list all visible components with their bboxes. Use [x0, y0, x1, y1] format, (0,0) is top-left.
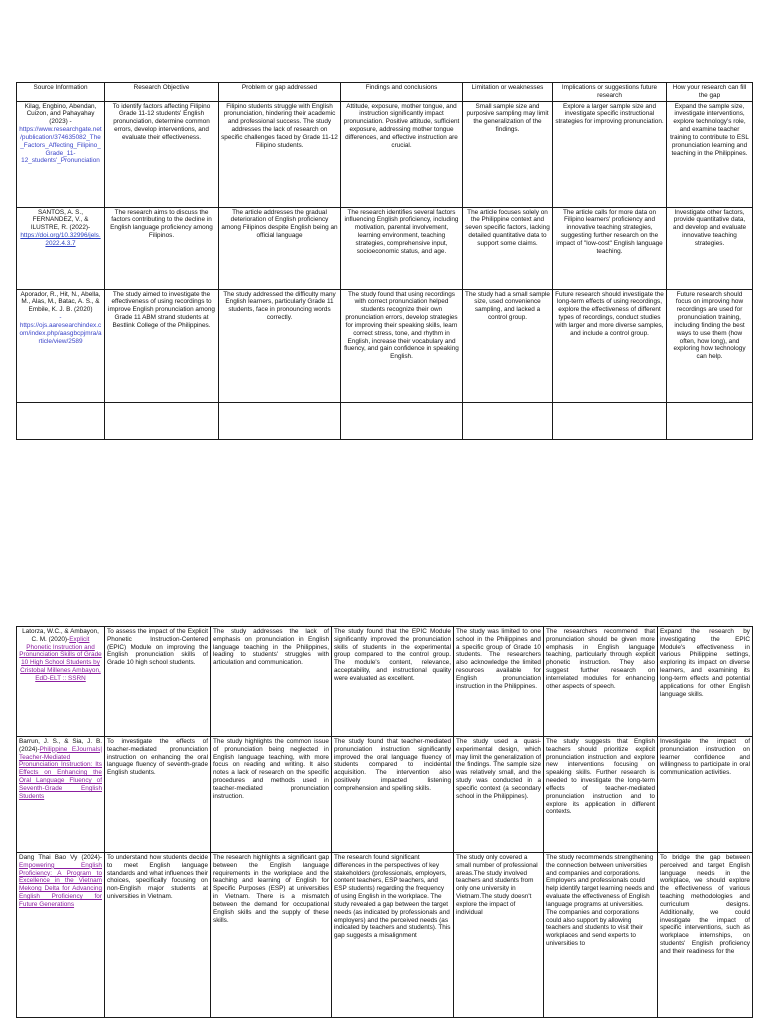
source-link[interactable]: https://www.researchgate.net/publication/374635082_The_Factors_Affecting_Filipino_Grade_11-12_students'_Pronunciation [19, 126, 102, 165]
source-cell [17, 289, 105, 402]
findings-cell: The study found that the EPIC Module significantly improved the pronunciation skills of students in the experimental group compared to the control group. The module's content, relevance, acceptability, and instructional quality were evaluated as excellent. [332, 627, 454, 737]
table-row [17, 101, 753, 207]
header-fill-gap: How your research can fill the gap [667, 83, 753, 102]
source-citation: SANTOS, A. S., FERNANDEZ, V., & ILUSTRE, R. (2022)- [30, 208, 91, 232]
header-limitation: Limitation or weaknesses [463, 83, 553, 102]
implications-cell: Explore a larger sample size and investigate specific instructional strategies for improving pronunciation. [553, 101, 667, 207]
source-citation: Kilag, Engbino, Abendan, Cuizon, and Pahayahay (2023) - [24, 102, 97, 126]
empty-cell [105, 402, 219, 439]
findings-cell: The research identifies several factors influencing English proficiency, including motivation, parental involvement, learning environment, teaching strategies, comprehensive input, socioeconomic status, and age. [341, 207, 463, 289]
limitation-cell: The article focuses solely on the Philippine context and seven specific factors, lacking detailed quantitative data to support some claims. [463, 207, 553, 289]
empty-cell [341, 402, 463, 439]
objective-cell: To assess the impact of the Explicit Phonetic Instruction-Centered (EPIC) Module on improving the English pronunciation skills of Grade 10 high school students. [105, 627, 211, 737]
fill-gap-cell: To bridge the gap between perceived and target English language needs in the workplace, we should explore the effectiveness of various teaching methodologies and curriculum designs. Additionally, we could investigate the impact of specific interventions, such as workplace internships, on students' English proficiency and their readiness for the [658, 853, 753, 1018]
source-link[interactable]: Empowering English Proficiency: A Program to Excellence in the Vietnam Mekong Delta for Advancing English Proficiency for Future Generations [19, 861, 102, 908]
objective-cell: To understand how students decide to meet English language standards and what influences their choices, specifically focusing on non-English major students at universities in Vietnam. [105, 853, 211, 1018]
limitation-cell: The study only covered a small number of professional areas.The study involved teachers and students from only one university in Vietnam.The study doesn't explore the impact of individual [454, 853, 544, 1018]
table-row [17, 853, 753, 1018]
objective-cell: The study aimed to investigate the effectiveness of using recordings to improve English pronunciation among Grade 11 ABM strand students at Bestlink College of the Philippines. [105, 289, 219, 402]
empty-cell [219, 402, 341, 439]
header-source: Source Information [17, 83, 105, 102]
findings-cell: The study found that using recordings with correct pronunciation helped students recognize their own pronunciation errors, develop strategies for improving their speaking skills, learn correct stress, tone, and rhythm in English, increase their vocabulary and fluency, and gain confidence in speaking English. [341, 289, 463, 402]
problem-cell: The study addressed the difficulty many English learners, particularly Grade 11 students, face in pronouncing words correctly. [219, 289, 341, 402]
objective-cell: The research aims to discuss the factors contributing to the decline in English language proficiency among Filipinos. [105, 207, 219, 289]
implications-cell: The article calls for more data on Filipino learners' proficiency and innovative teaching strategies, suggesting further research on the impact of "low-cost" English language teaching. [553, 207, 667, 289]
table-row [17, 627, 753, 737]
limitation-cell: The study used a quasi-experimental design, which may limit the generalization of the findings. The sample size was relatively small, and the study was conducted in a specific context (a secondary school in the Philippines). [454, 737, 544, 853]
source-link[interactable]: - https://ojs.aaresearchindex.com/index.php/aasgbcpjmra/article/view/2589 [19, 314, 102, 345]
source-cell [17, 737, 105, 853]
source-cell [17, 101, 105, 207]
problem-cell: The study addresses the lack of emphasis on pronunciation in English language teaching in the Philippines, leading to students' struggles with articulation and communication. [211, 627, 332, 737]
header-objective: Research Objective [105, 83, 219, 102]
problem-cell: Filipino students struggle with English pronunciation, hindering their academic and professional success. The study addresses the lack of research on specific challenges faced by Grade 11-12 Filipino students. [219, 101, 341, 207]
table-row [17, 289, 753, 402]
empty-cell [463, 402, 553, 439]
limitation-cell: The study had a small sample size, used convenience sampling, and lacked a control group. [463, 289, 553, 402]
problem-cell: The study highlights the common issue of pronunciation being neglected in English language teaching, with more focus on reading and writing. It also notes a lack of research on the specific procedures and methods used in teacher-mediated pronunciation instruction. [211, 737, 332, 853]
source-cell [17, 853, 105, 1018]
table-header-row [17, 83, 753, 102]
source-cell [17, 207, 105, 289]
problem-cell: The research highlights a significant gap between the English language requirements in the workplace and the teaching and learning of English for Specific Purposes (ESP) at universities in Vietnam. There is a mismatch between the demand for occupational English skills and the supply of these skills. [211, 853, 332, 1018]
table-row [17, 737, 753, 853]
findings-cell: The research found significant differences in the perspectives of key stakeholders (professionals, employers, content teachers, ESP teachers, and ESP students) regarding the frequency of using English in the workplace. The study revealed a gap between the target needs (as indicated by professionals and employers) and the perceived needs (as indicated by teachers and students). This gap suggests a misalignment [332, 853, 454, 1018]
empty-cell [667, 402, 753, 439]
source-citation: Barrun, J. S., & Sia, J. B. (2024)- [19, 738, 102, 753]
header-problem: Problem or gap addressed [219, 83, 341, 102]
source-citation: Aporador, R., Hit, N., Abella, M., Alas, M., Batac, A. S., & Embile, K. J. B. (2020) [20, 290, 101, 314]
findings-cell: Attitude, exposure, mother tongue, and instruction significantly impact pronunciation. Positive attitude, sufficient exposure, addressing mother tongue differences, and effective instruction are crucial. [341, 101, 463, 207]
objective-cell: To identify factors affecting Filipino Grade 11-12 students' English pronunciation, determine common errors, develop interventions, and evaluate their effectiveness. [105, 101, 219, 207]
fill-gap-cell: Expand the research by investigating the EPIC Module's effectiveness in various Philippine settings, exploring its impact on diverse learners, and examining its long-term effects and potential applications for other English language skills. [658, 627, 753, 737]
source-citation: Latorza, W.C., & Ambayon, C. M. (2020)- [22, 628, 99, 643]
literature-table-bottom [16, 626, 753, 1018]
source-link[interactable]: Philippine EJournals| Teacher-Mediated Pronunciation Instruction: Its Effects on Enhancing the Oral Language Fluency of Seventh-Grade English Students [19, 745, 102, 800]
literature-table-top [16, 82, 753, 440]
problem-cell: The article addresses the gradual deterioration of English proficiency among Filipinos despite English being an official language [219, 207, 341, 289]
limitation-cell: The study was limited to one school in the Philippines and a specific group of Grade 10 students. The researchers also acknowledge the limited resources available for English pronunciation instruction in the Philippines. [454, 627, 544, 737]
limitation-cell: Small sample size and purposive sampling may limit the generalization of the findings. [463, 101, 553, 207]
header-findings: Findings and conclusions [341, 83, 463, 102]
table-row [17, 207, 753, 289]
findings-cell: The study found that teacher-mediated pronunciation instruction significantly improved the oral language fluency of students compared to incidental acquisition. The intervention also positively impacted listening comprehension and spelling skills. [332, 737, 454, 853]
objective-cell: To investigate the effects of teacher-mediated pronunciation instruction on enhancing the oral language fluency of seventh-grade English students. [105, 737, 211, 853]
fill-gap-cell: Investigate other factors, provide quantitative data, and develop and evaluate innovative teaching strategies. [667, 207, 753, 289]
implications-cell: Future research should investigate the long-term effects of using recordings, explore the effectiveness of different types of recordings, conduct studies with larger and more diverse samples, and include a control group. [553, 289, 667, 402]
source-link[interactable]: Explicit Phonetic Instruction and Pronunciation Skills of Grade 10 High School Students by Cristobal Millenes Ambayon, EdD-ELT :: SSRN [19, 635, 102, 682]
implications-cell: The researchers recommend that pronunciation should be given more emphasis in English language teaching, particularly through explicit phonetic instruction. They also suggest further research on interrelated modules for enhancing other aspects of speech. [544, 627, 658, 737]
fill-gap-cell: Investigate the impact of pronunciation instruction on learner confidence and willingness to participate in oral communication activities. [658, 737, 753, 853]
header-implications: Implications or suggestions future research [553, 83, 667, 102]
fill-gap-cell: Expand the sample size, investigate interventions, explore technology's role, and examine teacher training to contribute to ESL pronunciation learning and teaching in the Philippines. [667, 101, 753, 207]
empty-row [17, 402, 753, 439]
empty-cell [553, 402, 667, 439]
fill-gap-cell: Future research should focus on improving how recordings are used for pronunciation training, including finding the best ways to use them (how often, how long), and exploring how technology can help. [667, 289, 753, 402]
source-link[interactable]: https://doi.org/10.32996/jels.2022.4.3.7 [20, 232, 101, 247]
empty-cell [17, 402, 105, 439]
implications-cell: The study suggests that English teachers should prioritize explicit pronunciation instruction and explore new interventions focusing on speaking skills. Further research is needed to investigate the long-term effects of teacher-mediated pronunciation instruction and to explore its application in different contexts. [544, 737, 658, 853]
implications-cell: The study recommends strengthening the connection between universities and companies and corporations. Employers and professionals could help identify target learning needs and evaluate the effectiveness of English language programs at universities. The companies and corporations could also support by allowing teachers and students to visit their workplaces and send experts to universities to [544, 853, 658, 1018]
source-cell [17, 627, 105, 737]
source-citation: Dang Thai Bao Vy (2024)- [19, 854, 102, 861]
